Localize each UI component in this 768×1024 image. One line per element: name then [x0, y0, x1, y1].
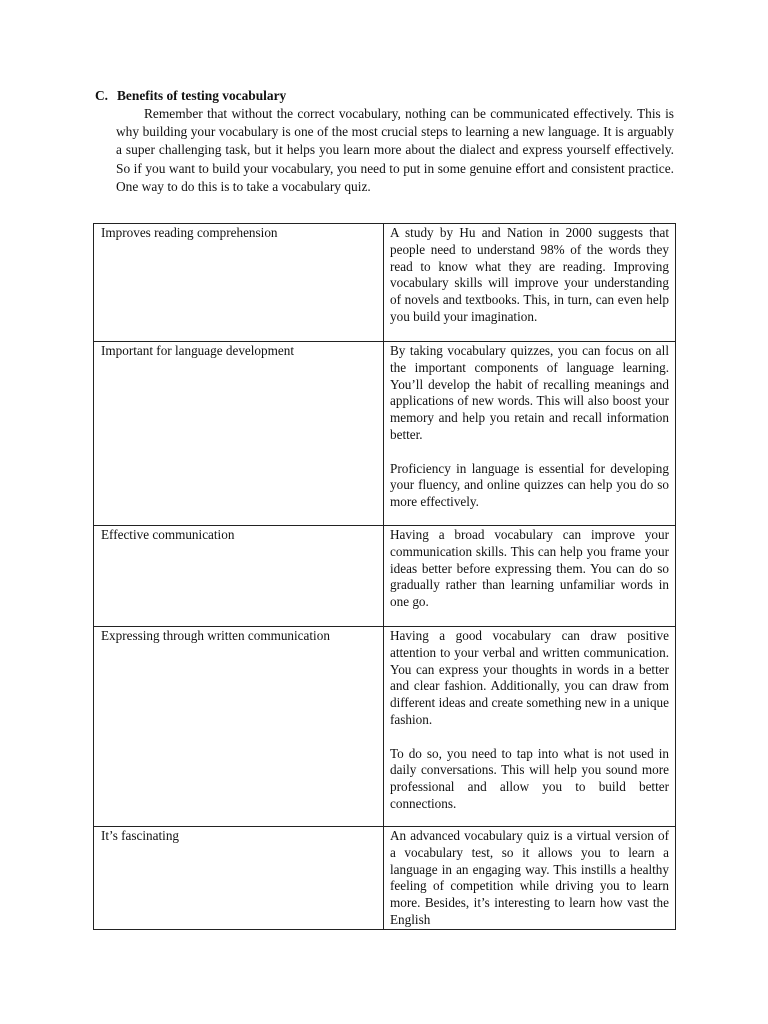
- description-cell: [384, 224, 676, 342]
- description-paragraph: To do so, you need to tap into what is not used in daily conversations. This will help you sound more professional and allow you to build better connections.: [390, 745, 669, 811]
- benefit-cell: Important for language development: [94, 342, 384, 526]
- table-row: [94, 224, 676, 342]
- section-letter: C.: [95, 88, 109, 103]
- benefits-table: [93, 223, 676, 930]
- description-paragraph: An advanced vocabulary quiz is a virtual version of a vocabulary test, so it allows you to learn a language in an engaging way. This instills a healthy feeling of competition while driving you to learn more. Besides, it’s interesting to learn how vast the English: [390, 828, 669, 927]
- benefit-cell: Effective communication: [94, 526, 384, 627]
- description-cell: [384, 342, 676, 526]
- description-paragraph: By taking vocabulary quizzes, you can focus on all the important components of language learning. You’ll develop the habit of recalling meanings and applications of new words. This will also boost your memory and help you retain and recall information better.: [390, 343, 669, 442]
- benefit-cell: Improves reading comprehension: [94, 224, 384, 342]
- description-paragraph: Proficiency in language is essential for developing your fluency, and online quizzes can help you do so more effectively.: [390, 460, 669, 510]
- table-row: [94, 526, 676, 627]
- table-row: [94, 627, 676, 827]
- table-row: [94, 342, 676, 526]
- description-paragraph: A study by Hu and Nation in 2000 suggests that people need to understand 98% of the words they read to know what they are reading. Improving vocabulary skills will improve your understanding of novels and textbooks. This, in turn, can even help you build your imagination.: [390, 225, 669, 324]
- description-paragraph: Having a broad vocabulary can improve your communication skills. This can help you frame your ideas better before expressing them. You can do so gradually rather than learning unfamiliar words in one go.: [390, 527, 669, 610]
- description-paragraph: Having a good vocabulary can draw positive attention to your verbal and written communication. You can express your thoughts in words in a better and clear fashion. Additionally, you can draw from different ideas and create something new in a unique fashion.: [390, 628, 669, 727]
- benefit-cell: It’s fascinating: [94, 827, 384, 930]
- section-heading: [95, 87, 286, 105]
- description-cell: [384, 526, 676, 627]
- description-cell: [384, 827, 676, 930]
- section-title: Benefits of testing vocabulary: [117, 88, 287, 103]
- table-row: [94, 827, 676, 930]
- description-cell: [384, 627, 676, 827]
- benefit-cell: Expressing through written communication: [94, 627, 384, 827]
- intro-paragraph: Remember that without the correct vocabulary, nothing can be communicated effectively. This is why building your vocabulary is one of the most crucial steps to learning a new language. It is arguably a super challenging task, but it helps you learn more about the dialect and express yourself effectively. So if you want to build your vocabulary, you need to put in some genuine effort and consistent practice. One way to do this is to take a vocabulary quiz.: [116, 106, 674, 194]
